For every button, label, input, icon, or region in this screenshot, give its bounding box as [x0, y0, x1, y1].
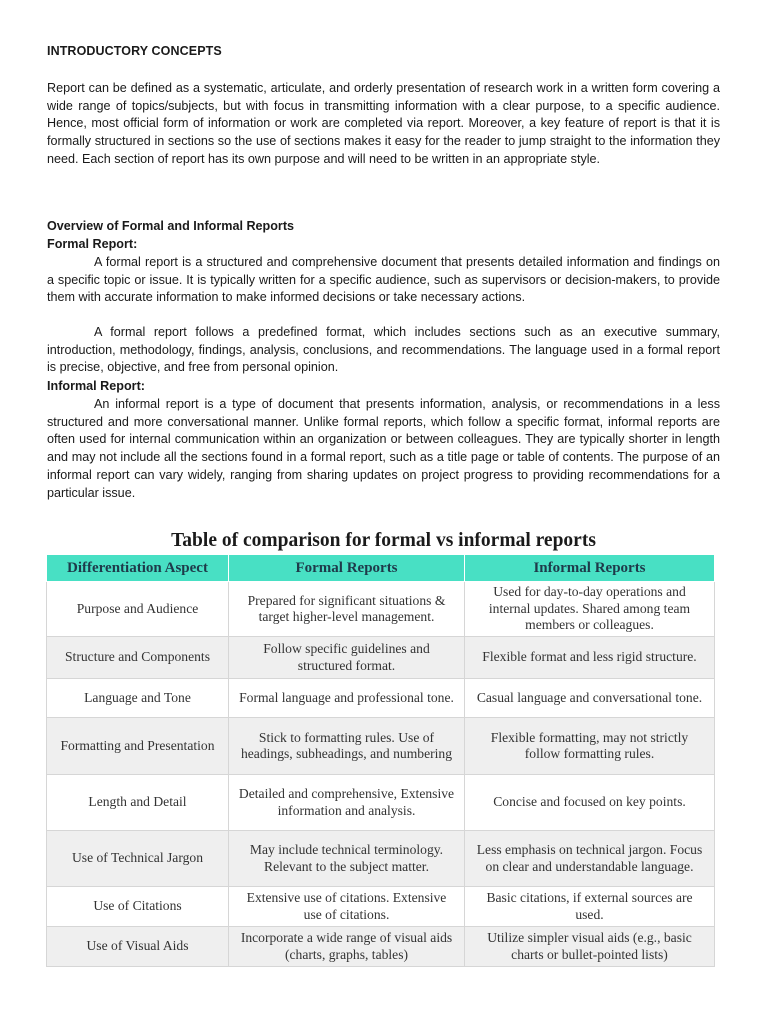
table-row	[47, 718, 715, 775]
formal-paragraph-1: A formal report is a structured and comprehensive document that presents detailed information and findings on a specific topic or issue. It is typically written for a specific audience, such as supervisors or decision-makers, to provide them with accurate information to make informed decisions or take necessary actions.	[47, 255, 720, 305]
formal-paragraph-2: A formal report follows a predefined format, which includes sections such as an executive summary, introduction, methodology, findings, analysis, conclusions, and recommendations. The language used in a formal report is precise, objective, and free from personal opinion.	[47, 325, 720, 375]
formal-cell: Detailed and comprehensive, Extensive information and analysis.	[229, 775, 465, 831]
intro-paragraph: Report can be defined as a systematic, articulate, and orderly presentation of research work in a written form covering a wide range of topics/subjects, but with focus in transmitting information with a clear purpose, to a specific audience. Hence, most official form of information or work are completed via report. Moreover, a key feature of report is that it is formally structured in sections so the use of sections makes it easy for the reader to jump straight to the information they need. Each section of report has its own purpose and will need to be written in an appropriate style.	[47, 81, 720, 166]
formal-cell: Formal language and professional tone.	[229, 679, 465, 718]
table-title: Table of comparison for formal vs informal reports	[171, 530, 596, 551]
aspect-cell: Structure and Components	[47, 637, 229, 679]
overview-title: Overview of Formal and Informal Reports	[47, 219, 295, 233]
formal-cell: May include technical terminology. Relevant to the subject matter.	[229, 831, 465, 887]
informal-cell: Used for day-to-day operations and internal updates. Shared among team members or colleagues.	[465, 582, 715, 637]
table-row	[47, 927, 715, 967]
table-header-row	[47, 555, 715, 582]
informal-cell: Basic citations, if external sources are used.	[465, 887, 715, 927]
table-row	[47, 679, 715, 718]
table-row	[47, 831, 715, 887]
informal-cell: Casual language and conversational tone.	[465, 679, 715, 718]
aspect-cell: Length and Detail	[47, 775, 229, 831]
formal-cell: Incorporate a wide range of visual aids (charts, graphs, tables)	[229, 927, 465, 967]
formal-cell: Follow specific guidelines and structured format.	[229, 637, 465, 679]
header-aspect: Differentiation Aspect	[47, 555, 229, 582]
table-row	[47, 775, 715, 831]
informal-cell: Flexible formatting, may not strictly follow formatting rules.	[465, 718, 715, 775]
informal-cell: Flexible format and less rigid structure.	[465, 637, 715, 679]
formal-cell: Stick to formatting rules. Use of headings, subheadings, and numbering	[229, 718, 465, 775]
aspect-cell: Formatting and Presentation	[47, 718, 229, 775]
aspect-cell: Use of Technical Jargon	[47, 831, 229, 887]
aspect-cell: Use of Visual Aids	[47, 927, 229, 967]
informal-paragraph-1: An informal report is a type of document that presents information, analysis, or recommendations in a less structured and more conversational manner. Unlike formal reports, which follow a specific format, informal reports are often used for internal communication within an organization or between colleagues. They are typically shorter in length and may not include all the sections found in a formal report, such as a title page or table of contents. The purpose of an informal report can vary widely, ranging from sharing updates on project progress to providing recommendations for a particular issue.	[47, 397, 720, 500]
section-heading: INTRODUCTORY CONCEPTS	[47, 44, 222, 58]
header-formal: Formal Reports	[229, 555, 465, 582]
aspect-cell: Language and Tone	[47, 679, 229, 718]
header-informal: Informal Reports	[465, 555, 715, 582]
table-row	[47, 637, 715, 679]
table-row	[47, 582, 715, 637]
formal-report-label: Formal Report:	[47, 237, 138, 251]
aspect-cell: Purpose and Audience	[47, 582, 229, 637]
table-row	[47, 887, 715, 927]
formal-cell: Extensive use of citations. Extensive use of citations.	[229, 887, 465, 927]
comparison-table	[46, 554, 715, 967]
informal-cell: Concise and focused on key points.	[465, 775, 715, 831]
formal-cell: Prepared for significant situations & target higher-level management.	[229, 582, 465, 637]
informal-cell: Less emphasis on technical jargon. Focus on clear and understandable language.	[465, 831, 715, 887]
informal-report-label: Informal Report:	[47, 379, 145, 393]
aspect-cell: Use of Citations	[47, 887, 229, 927]
informal-cell: Utilize simpler visual aids (e.g., basic charts or bullet-pointed lists)	[465, 927, 715, 967]
